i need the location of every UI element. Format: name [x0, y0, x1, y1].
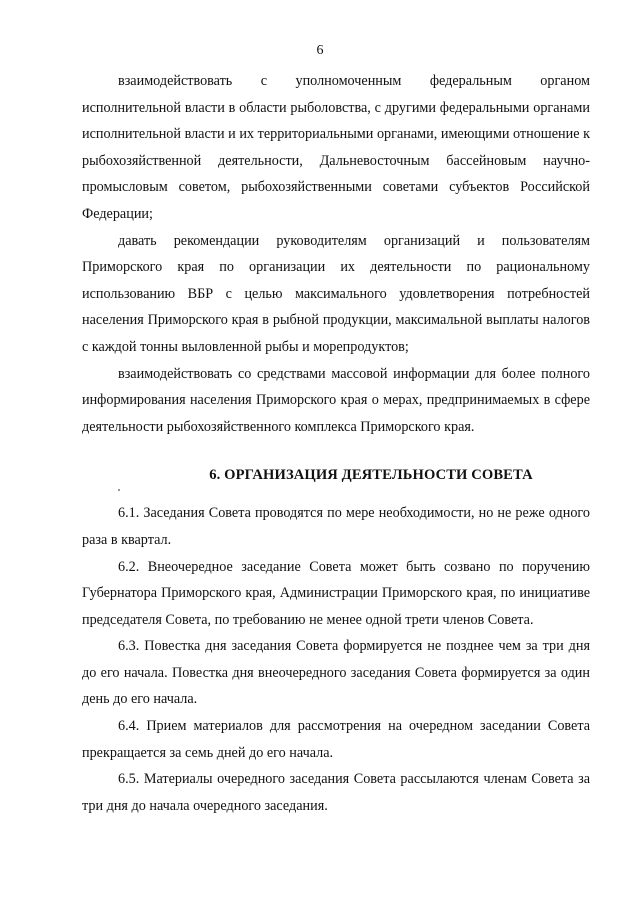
clause-6-5: 6.5. Материалы очередного заседания Совета рассылаются членам Совета за три дня до начала очередного заседания. [82, 771, 590, 814]
page-number: 6 [316, 43, 324, 58]
clause-6-4: 6.4. Прием материалов для рассмотрения на очередном заседании Совета прекращается за семь дней до его начала. [82, 718, 590, 761]
paragraph: взаимодействовать со средствами массовой информации для более полного информирования населения Приморского края о мерах, предпринимаемых в сфере деятельности рыбохозяйственного комплекса Приморского края. [82, 365, 590, 435]
paragraph: взаимодействовать с уполномоченным федеральным органом исполнительной власти в области рыболовства, с другими федеральными органами исполнительной власти и их территориальными органами, имеющими отношение к рыбохозяйственной деятельности, Дальневосточным бассейновым научно-промысловым советом, рыбохозяйственными советами субъектов Российской Федерации; [82, 73, 590, 222]
document-body [82, 68, 590, 819]
section-title: 6. ОРГАНИЗАЦИЯ ДЕЯТЕЛЬНОСТИ СОВЕТА [209, 467, 533, 484]
clause-6-2: 6.2. Внеочередное заседание Совета может быть созвано по поручению Губернатора Приморского края, Администрации Приморского края, по инициативе председателя Совета, по требованию не менее одной трети членов Совета. [82, 558, 590, 628]
clause-6-3: 6.3. Повестка дня заседания Совета формируется не позднее чем за три дня до его начала. Повестка дня внеочередного заседания Совета формируется за один день до его начала. [82, 638, 590, 708]
clause-6-1: 6.1. Заседания Совета проводятся по мере необходимости, но не реже одного раза в квартал. [82, 505, 590, 548]
paragraph: давать рекомендации руководителям организаций и пользователям Приморского края по организации их деятельности по рациональному использованию ВБР с целью максимального удовлетворения потребностей населения Приморского края в рыбной продукции, максимальной выплаты налогов с каждой тонны выловленной рыбы и морепродуктов; [82, 232, 590, 355]
